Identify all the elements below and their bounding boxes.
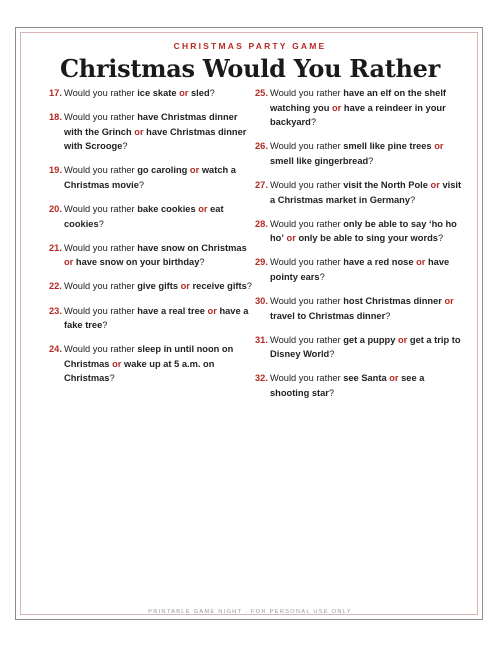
question-number: 20. [49,204,62,215]
question-number: 21. [49,242,62,253]
question-lead: Would you rather [270,88,344,98]
option-b: have Christmas dinner with Scrooge [64,126,247,152]
question-item-24 [49,342,257,386]
or-word: or [430,179,440,190]
question-number: 28. [255,218,268,229]
option-a: sleep in until noon on Christmas [64,344,234,369]
or-word: or [198,204,208,215]
question-number: 24. [49,344,62,355]
question-number: 25. [255,88,268,98]
option-a: host Christmas dinner [343,296,442,307]
option-b: smell like gingerbread [270,155,369,166]
option-a: have a red nose [343,257,414,268]
or-word: or [286,233,296,244]
option-b: receive gifts [192,281,247,292]
question-item-23 [49,304,257,333]
question-item-29 [255,255,463,284]
question-item-26 [255,139,463,168]
option-b: have a reindeer in your backyard [270,102,446,128]
question-list-left [49,86,257,396]
option-b: sled [191,88,210,98]
question-lead: Would you rather [64,242,138,253]
question-item-30 [255,294,463,323]
option-b: have snow on your birthday [75,257,200,268]
question-item-18 [49,110,257,154]
question-lead: Would you rather [270,296,344,307]
question-number: 27. [255,179,268,190]
page-footer: PRINTABLE GAME NIGHT · FOR PERSONAL USE ONLY [148,609,352,615]
question-number: 30. [255,296,268,307]
question-lead: Would you rather [270,257,344,268]
option-b: have a fake tree [64,305,249,331]
question-mark: ? [385,310,391,321]
question-lead: Would you rather [64,112,138,123]
question-mark: ? [319,271,325,282]
option-a: have an elf on the shelf watching you [270,88,447,113]
question-number: 19. [49,165,62,176]
option-a: only be able to say ‘ho ho ho’ [270,218,457,244]
question-mark: ? [122,141,128,152]
page-kicker: CHRISTMAS PARTY GAME [173,41,327,51]
question-mark: ? [310,117,317,128]
question-item-21 [49,241,257,270]
question-mark: ? [328,388,335,398]
question-mark: ? [138,179,145,190]
question-item-27 [255,178,463,207]
or-word: or [434,141,444,152]
or-word: or [207,305,217,316]
or-word: or [332,102,342,113]
or-word: or [389,373,399,384]
option-b: wake up at 5 a.m. on Christmas [64,358,215,384]
question-mark: ? [410,194,416,205]
question-mark: ? [98,218,104,229]
question-item-31 [255,333,463,362]
option-a: have snow on Christmas [137,242,247,253]
or-word: or [64,257,74,268]
or-word: or [134,126,144,137]
question-mark: ? [199,257,205,268]
question-lead: Would you rather [270,179,344,190]
question-lead: Would you rather [64,281,138,292]
question-mark: ? [102,320,108,331]
question-mark: ? [209,88,215,98]
option-a: have Christmas dinner with the Grinch [64,112,238,137]
question-number: 32. [255,373,268,384]
question-lead: Would you rather [270,373,344,384]
option-a: bake cookies [137,204,196,215]
question-lead: Would you rather [270,141,344,152]
option-a: visit the North Pole [343,179,428,190]
question-item-17 [49,86,257,101]
question-mark: ? [246,281,252,292]
question-item-28 [255,217,463,246]
question-number: 22. [49,281,62,292]
option-b: travel to Christmas dinner [270,310,386,321]
option-b: watch a Christmas movie [64,165,236,190]
question-lead: Would you rather [64,88,138,98]
question-lead: Would you rather [64,204,138,215]
question-lead: Would you rather [64,344,138,355]
question-mark: ? [329,349,335,360]
or-word: or [397,334,408,345]
or-word: or [444,296,454,307]
question-number: 31. [255,334,268,345]
option-b: have pointy ears [270,257,450,282]
or-word: or [112,358,122,369]
or-word: or [189,165,200,176]
question-item-19 [49,163,257,192]
or-word: or [179,88,189,98]
question-lead: Would you rather [270,218,344,229]
question-mark: ? [437,233,444,244]
question-number: 18. [49,112,62,123]
question-item-22 [49,279,257,294]
question-item-25 [255,86,463,130]
or-word: or [416,257,426,268]
question-mark: ? [109,373,115,384]
question-item-20 [49,202,257,231]
option-a: see Santa [343,373,387,384]
question-lead: Would you rather [64,305,138,316]
question-number: 17. [49,88,62,98]
question-item-32 [255,371,463,400]
option-b: get a trip to Disney World [270,334,461,360]
option-a: ice skate [137,88,177,98]
page-title: Christmas Would You Rather [60,54,440,83]
option-b: only be able to sing your words [298,233,438,244]
option-b: visit a Christmas market in Germany [270,179,462,205]
option-a: give gifts [137,281,179,292]
question-number: 29. [255,257,268,268]
option-a: get a puppy [343,334,396,345]
option-b: eat cookies [64,204,224,229]
option-a: go caroling [137,165,188,176]
question-list-right [255,86,463,410]
or-word: or [180,281,190,292]
question-number: 23. [49,305,62,316]
option-a: smell like pine trees [343,141,432,152]
option-a: have a real tree [137,305,205,316]
option-b: see a shooting star [270,373,425,398]
question-mark: ? [368,155,374,166]
question-lead: Would you rather [64,165,138,176]
question-lead: Would you rather [270,334,344,345]
question-number: 26. [255,141,268,152]
